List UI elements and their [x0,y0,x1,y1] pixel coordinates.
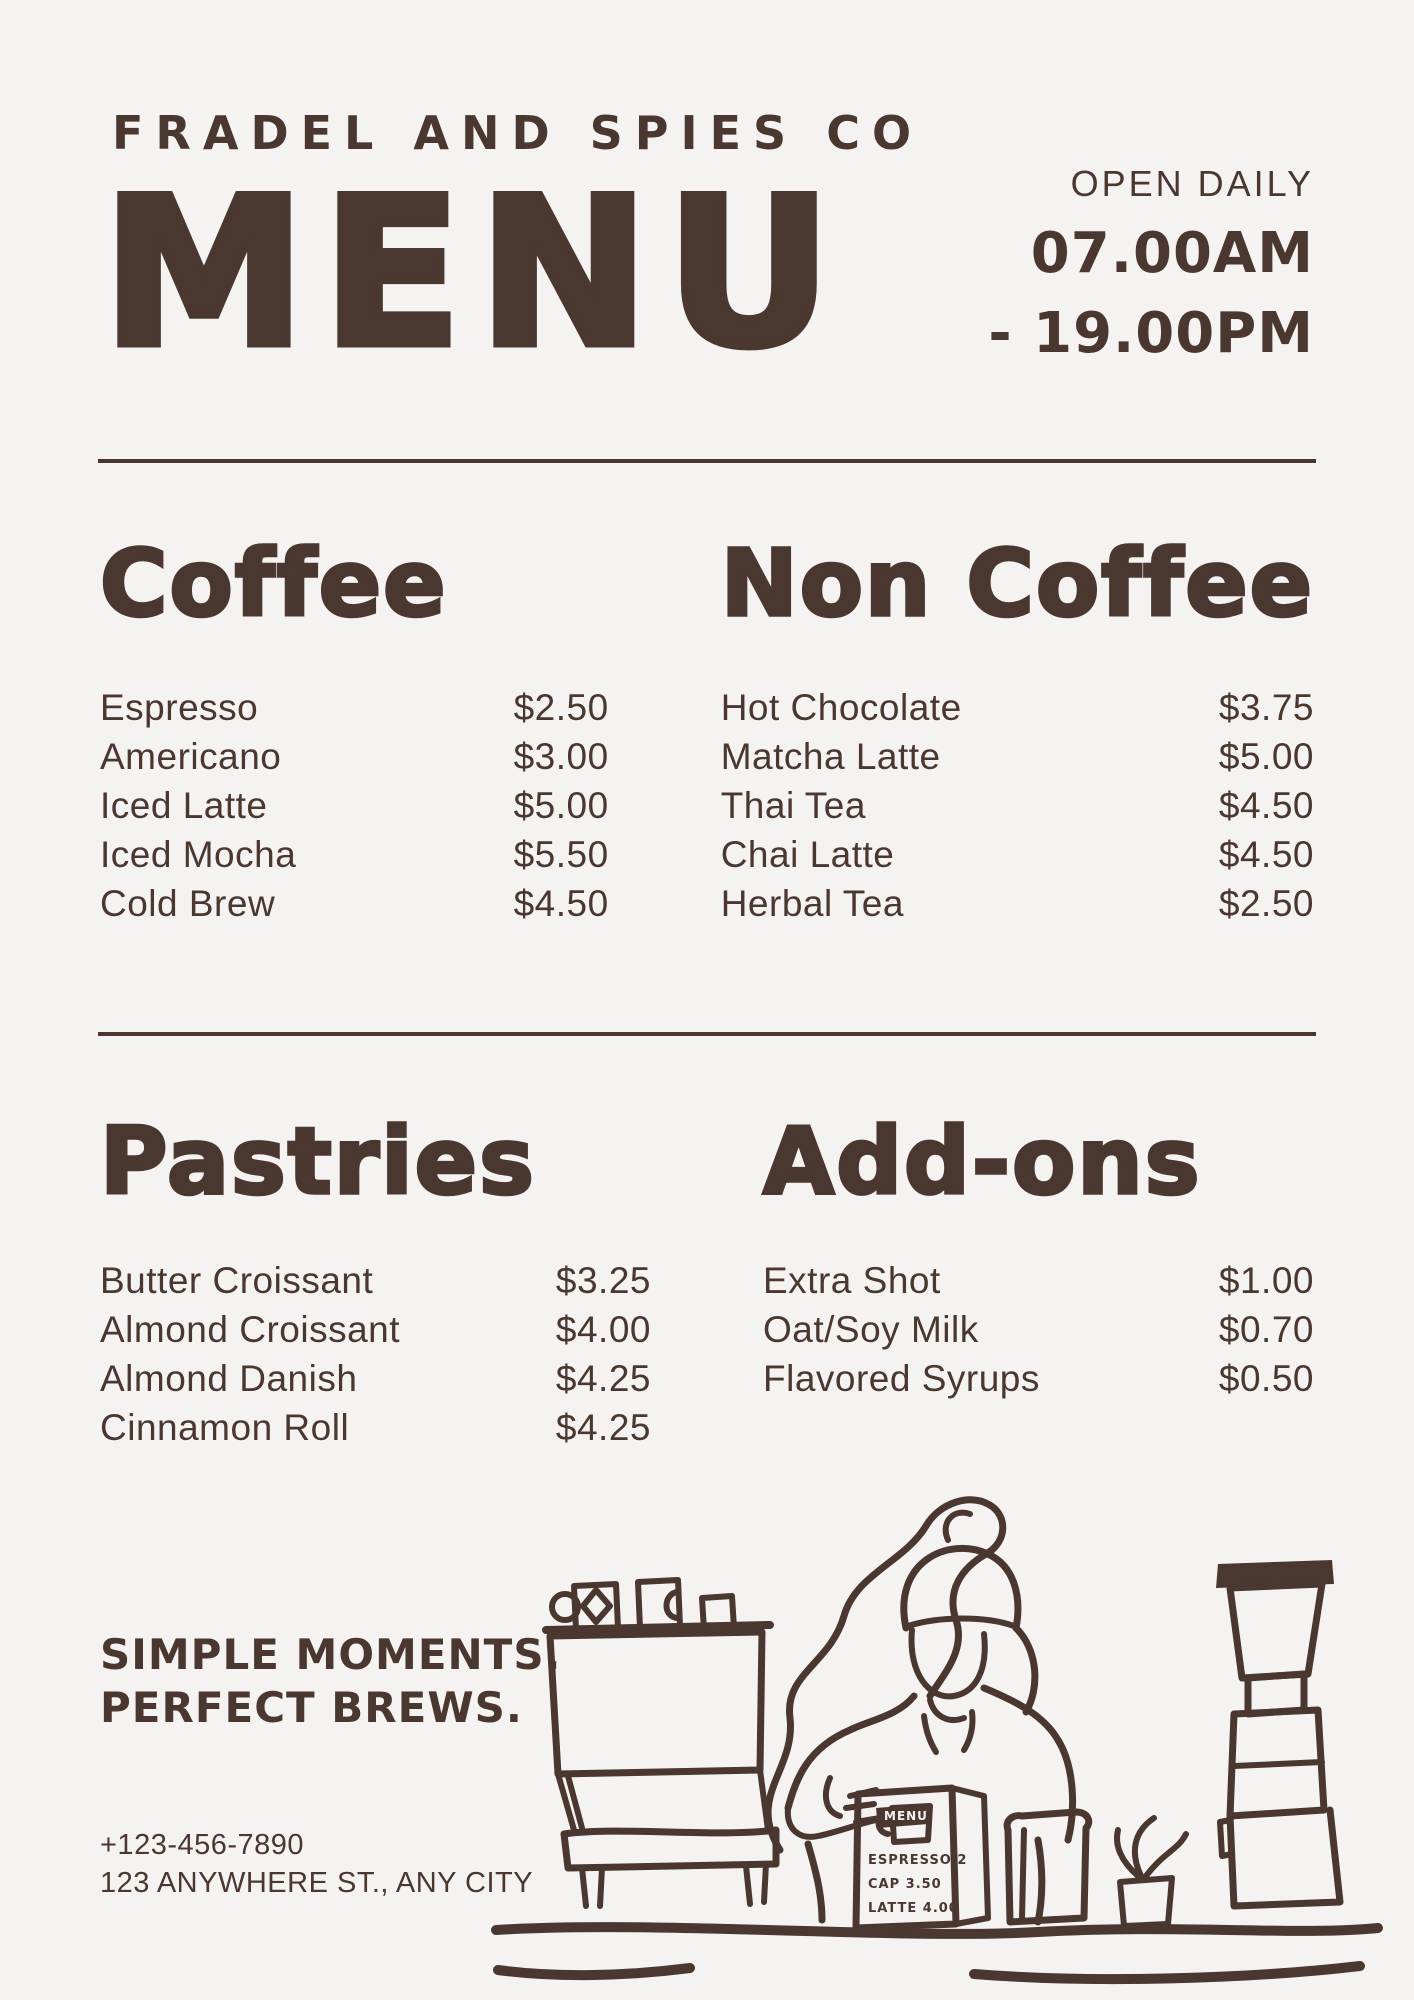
item-price: $5.50 [513,834,609,875]
closing-time: - 19.00PM [988,301,1314,366]
item-price: $1.00 [1218,1260,1314,1301]
counter-sketch [496,1927,1378,1979]
item-price: $4.25 [555,1407,651,1448]
page-title: MENU [102,155,849,393]
menu-item-row [763,1305,1314,1354]
item-name: Herbal Tea [720,883,904,924]
divider-top [98,459,1316,463]
section-add-ons [763,1108,1314,1452]
item-name: Cinnamon Roll [100,1407,350,1448]
item-name: Thai Tea [720,785,866,826]
menu-item-row [721,781,1314,830]
item-name: Chai Latte [720,834,895,875]
coffee-grinder-sketch [1216,1560,1340,1906]
section-heading-coffee: Coffee [100,530,448,637]
brand-name: FRADEL AND SPIES CO [112,106,924,160]
item-price: $4.00 [555,1309,651,1350]
sign-line-1: ESPRESSO 2 [868,1853,968,1868]
item-price: $3.00 [513,736,609,777]
menu-item-row [100,781,609,830]
menu-item-row [100,732,609,781]
item-name: Espresso [100,687,259,728]
item-price: $3.25 [555,1260,651,1301]
section-heading-pastries: Pastries [100,1108,536,1215]
plant-sketch [1117,1818,1186,1926]
item-name: Americano [100,736,282,777]
item-name: Flavored Syrups [763,1358,1040,1399]
item-price: $5.00 [1218,736,1314,777]
menu-item-row [721,683,1314,732]
item-name: Iced Latte [100,785,268,826]
item-price: $4.50 [513,883,609,924]
item-price: $2.50 [513,687,609,728]
phone-number: +123-456-7890 [100,1829,305,1861]
item-name: Cold Brew [100,883,276,924]
item-price: $4.50 [1218,834,1314,875]
sign-logo-text: MENU [884,1809,928,1823]
menu-item-row [721,830,1314,879]
menu-item-row [763,1256,1314,1305]
menu-item-row [100,1354,651,1403]
towel-sketch [1007,1812,1089,1922]
menu-item-row [100,1305,651,1354]
item-name: Iced Mocha [100,834,297,875]
menu-item-row [721,732,1314,781]
menu-item-row [100,1256,651,1305]
contact-info [100,1826,533,1902]
item-name: Matcha Latte [720,736,941,777]
section-heading-non-coffee: Non Coffee [720,530,1314,637]
item-price: $4.25 [555,1358,651,1399]
barista-counter-illustration [478,1478,1398,1998]
steam-swirl [768,1500,1003,1850]
food-sections [100,1108,1314,1452]
menu-item-row [763,1354,1314,1403]
item-price: $3.75 [1218,687,1314,728]
divider-middle [98,1032,1316,1036]
item-price: $2.50 [1218,883,1314,924]
menu-item-row [100,1403,651,1452]
address: 123 ANYWHERE ST., ANY CITY [100,1867,534,1899]
opening-hours [988,163,1314,366]
item-name: Almond Croissant [100,1309,401,1350]
menu-item-row [100,683,609,732]
item-name: Almond Danish [100,1358,358,1399]
menu-item-row [721,879,1314,928]
section-heading-add-ons: Add-ons [763,1108,1202,1215]
tagline-line1: SIMPLE MOMENTS. [100,1630,562,1679]
menu-item-row [100,830,609,879]
item-name: Extra Shot [763,1260,941,1301]
drinks-sections [100,530,1314,928]
menu-item-row [100,879,609,928]
section-non-coffee [720,530,1314,928]
opening-time: 07.00AM [1030,221,1314,286]
espresso-machine-sketch [546,1580,776,1906]
item-name: Hot Chocolate [720,687,962,728]
item-name: Butter Croissant [100,1260,374,1301]
tagline-line2: PERFECT BREWS. [100,1683,523,1732]
open-daily-label: OPEN DAILY [1070,163,1314,204]
item-price: $0.50 [1218,1358,1314,1399]
item-price: $4.50 [1218,785,1314,826]
item-name: Oat/Soy Milk [763,1309,979,1350]
item-price: $0.70 [1218,1309,1314,1350]
section-coffee [100,530,609,928]
item-price: $5.00 [513,785,609,826]
sign-line-3: LATTE 4.00 [868,1901,959,1916]
menu-sign-sketch [856,1788,988,1928]
sign-line-2: CAP 3.50 [868,1877,942,1892]
section-pastries [100,1108,651,1452]
